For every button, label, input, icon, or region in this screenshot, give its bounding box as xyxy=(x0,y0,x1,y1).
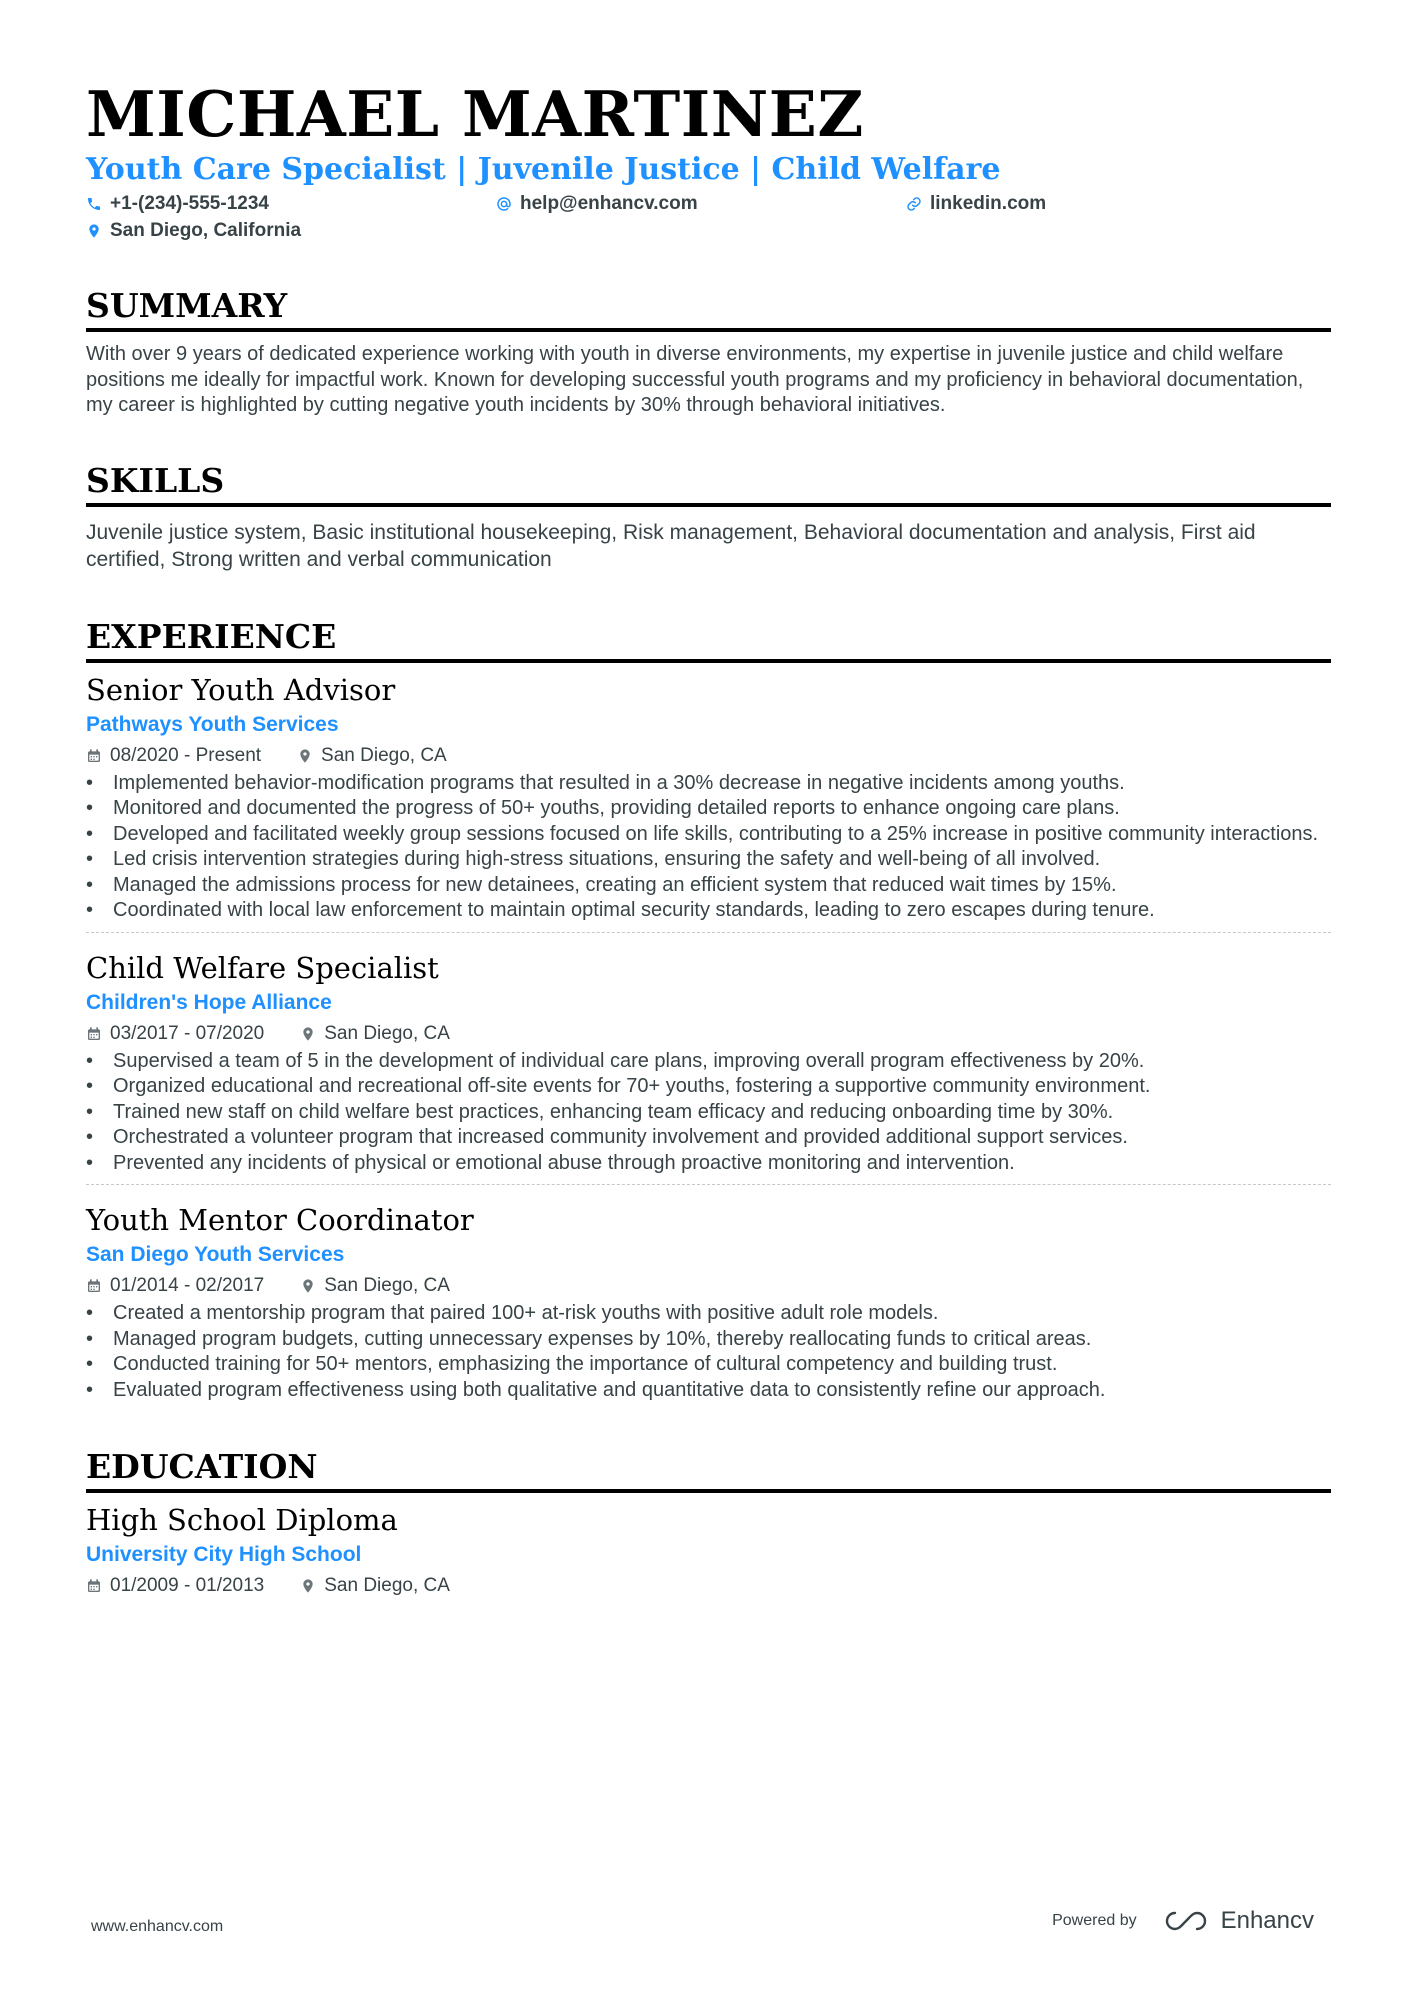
job-dates: 08/2020 - Present xyxy=(110,744,262,766)
calendar-icon xyxy=(86,1578,102,1594)
education-title: EDUCATION xyxy=(86,1447,1331,1493)
phone-icon xyxy=(86,196,102,212)
experience-entry xyxy=(86,1184,1331,1411)
experience-section xyxy=(86,617,1331,1412)
job-company: Children's Hope Alliance xyxy=(86,990,332,1014)
bullet-item: • Managed the admissions process for new detainees, creating an efficient system that reduced wait times by 15%. xyxy=(86,873,1331,899)
header xyxy=(86,78,1331,244)
link-icon xyxy=(906,196,922,212)
resume xyxy=(86,78,1331,1601)
bullet-item: • Developed and facilitated weekly group sessions focused on life skills, contributing to a 25% increase in positive community interactions. xyxy=(86,822,1331,848)
location-text: San Diego, California xyxy=(110,220,302,241)
job-dates: 03/2017 - 07/2020 xyxy=(110,1022,265,1044)
map-pin-icon xyxy=(300,1026,316,1042)
experience-title: EXPERIENCE xyxy=(86,617,1331,663)
job-bullets xyxy=(86,1301,1331,1403)
job-dates: 01/2014 - 02/2017 xyxy=(110,1275,265,1296)
summary-text: With over 9 years of dedicated experience working with youth in diverse environments, my expertise in juvenile justice and child welfare positions me ideally for impactful work. Known for developing successful youth programs and my proficiency in behavioral documentation, my career is highlighted by cutting negative youth incidents by 30% through behavioral initiatives. xyxy=(86,343,1304,416)
education-location: San Diego, CA xyxy=(324,1575,450,1596)
bullet-item: • Coordinated with local law enforcement to maintain optimal security standards, leading to zero escapes during tenure. xyxy=(86,898,1331,924)
at-icon xyxy=(496,196,512,212)
brand-logo[interactable] xyxy=(1163,1907,1314,1935)
bullet-item: • Evaluated program effectiveness using both qualitative and quantitative data to consistently refine our approach. xyxy=(86,1378,1331,1404)
linkedin-text: linkedin.com xyxy=(930,193,1047,214)
bullet-item: • Created a mentorship program that paired 100+ at-risk youths with positive adult role models. xyxy=(86,1301,1331,1327)
skills-section xyxy=(86,461,1331,573)
job-location: San Diego, CA xyxy=(321,744,447,766)
skills-text: Juvenile justice system, Basic institutional housekeeping, Risk management, Behavioral documentation and analysis, First aid certified, Strong written and verbal communication xyxy=(86,520,1256,571)
enhancv-logo-icon xyxy=(1163,1909,1209,1933)
brand-name: Enhancv xyxy=(1220,1907,1314,1934)
summary-title: SUMMARY xyxy=(86,286,1331,332)
job-company: Pathways Youth Services xyxy=(86,712,339,736)
summary-section xyxy=(86,286,1331,419)
job-company: San Diego Youth Services xyxy=(86,1243,345,1266)
education-dates: 01/2009 - 01/2013 xyxy=(110,1575,265,1596)
skills-title: SKILLS xyxy=(86,461,1331,507)
job-meta xyxy=(86,741,1331,771)
linkedin-contact[interactable] xyxy=(906,190,1331,217)
calendar-icon xyxy=(86,748,102,764)
map-pin-icon xyxy=(300,1278,316,1294)
job-role: Child Welfare Specialist xyxy=(86,950,439,985)
bullet-item: • Implemented behavior-modification programs that resulted in a 30% decrease in negative incidents among youths. xyxy=(86,771,1331,797)
phone-text: +1-(234)-555-1234 xyxy=(110,193,269,214)
powered-by-text: Powered by xyxy=(1052,1912,1137,1929)
education-section xyxy=(86,1447,1331,1601)
experience-entry xyxy=(86,671,1331,932)
phone-contact[interactable] xyxy=(86,190,496,217)
headline: Youth Care Specialist | Juvenile Justice | Child Welfare xyxy=(86,152,1001,187)
bullet-item: • Conducted training for 50+ mentors, emphasizing the importance of cultural competency and building trust. xyxy=(86,1352,1331,1378)
map-pin-icon xyxy=(297,748,313,764)
degree: High School Diploma xyxy=(86,1503,398,1537)
calendar-icon xyxy=(86,1278,102,1294)
bullet-item: • Trained new staff on child welfare best practices, enhancing team efficacy and reducing onboarding time by 30%. xyxy=(86,1100,1331,1126)
bullet-item: • Managed program budgets, cutting unnecessary expenses by 10%, thereby reallocating funds to critical areas. xyxy=(86,1327,1331,1353)
email-text: help@enhancv.com xyxy=(520,193,698,214)
bullet-item: • Supervised a team of 5 in the development of individual care plans, improving overall program effectiveness by 20%. xyxy=(86,1049,1331,1075)
footer-branding xyxy=(1052,1907,1314,1935)
email-contact[interactable] xyxy=(496,190,906,217)
candidate-name: MICHAEL MARTINEZ xyxy=(86,77,864,151)
calendar-icon xyxy=(86,1026,102,1042)
job-role: Youth Mentor Coordinator xyxy=(86,1203,474,1237)
bullet-item: • Led crisis intervention strategies during high-stress situations, ensuring the safety and well-being of all involved. xyxy=(86,847,1331,873)
job-bullets xyxy=(86,1049,1331,1177)
contact-info xyxy=(86,190,1331,244)
location-contact xyxy=(86,217,496,244)
bullet-item: • Organized educational and recreational off-site events for 70+ youths, fostering a supportive community environment. xyxy=(86,1074,1331,1100)
job-role: Senior Youth Advisor xyxy=(86,672,396,707)
school: University City High School xyxy=(86,1543,362,1566)
job-location: San Diego, CA xyxy=(324,1022,450,1044)
job-meta xyxy=(86,1019,1331,1049)
job-meta xyxy=(86,1271,1331,1301)
job-bullets xyxy=(86,771,1331,924)
bullet-item: • Prevented any incidents of physical or emotional abuse through proactive monitoring and intervention. xyxy=(86,1151,1331,1177)
map-pin-icon xyxy=(300,1578,316,1594)
bullet-item: • Monitored and documented the progress of 50+ youths, providing detailed reports to enhance ongoing care plans. xyxy=(86,796,1331,822)
footer-website[interactable]: www.enhancv.com xyxy=(91,1918,224,1935)
bullet-item: • Orchestrated a volunteer program that increased community involvement and provided additional support services. xyxy=(86,1125,1331,1151)
job-location: San Diego, CA xyxy=(324,1275,450,1296)
experience-entry xyxy=(86,932,1331,1185)
map-pin-icon xyxy=(86,223,102,239)
education-meta xyxy=(86,1571,1331,1601)
